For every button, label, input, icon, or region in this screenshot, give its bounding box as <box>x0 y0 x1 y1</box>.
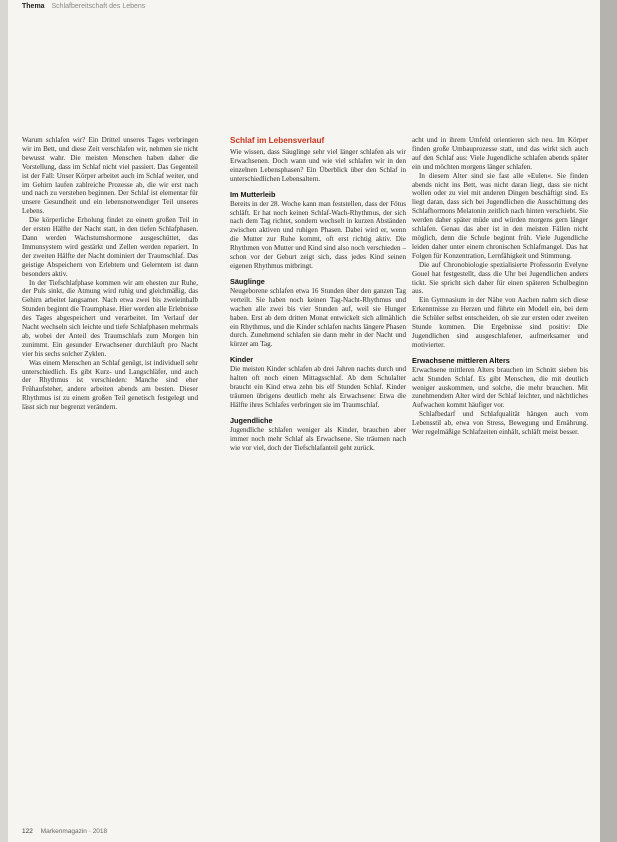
page-edge-shadow <box>600 0 617 842</box>
section-label: Thema <box>22 3 45 10</box>
paragraph: Die meisten Kinder schlafen ab drei Jahren nachts durch und halten oft noch einen Mittagsschlaf. Ab dem Schulalter braucht ein Kind etwa zehn bis elf Stunden Schlaf. Kinder träumen übrigens deutlich mehr als Erwachsene: Etwa die Hälfte ihres Schlafes verbringen sie im Traumschlaf. <box>230 365 406 409</box>
paragraph: In der Tiefschlafphase kommen wir am ehesten zur Ruhe, der Puls sinkt, die Atmung wird ruhig und gleichmäßig, das Gehirn arbeitet langsamer. Nach etwa zwei bis zweieinhalb Stunden beginnt die Traumphase. Hier werden alle Erlebnisse des Tages abgespeichert und verarbeitet. Im Verlauf der Nacht wechseln sich leichte und tiefe Schlafphasen mehrmals ab, wobei der Anteil des Traumschlafs zum Morgen hin zunimmt. Ein gesunder Erwachsener durchläuft pro Nacht vier bis sechs solcher Zyklen. <box>22 278 198 358</box>
page-footer <box>22 828 107 835</box>
paragraph: Wie wissen, dass Säuglinge sehr viel länger schlafen als wir Erwachsenen. Doch wann und wie viel schlafen wir in den einzelnen Lebensphasen? Ein Überblick über den Schlaf in unterschiedlichen Lebensaltern. <box>230 148 406 183</box>
paragraph: acht und in ihrem Umfeld orientieren sich neu. Im Körper finden große Umbauprozesse statt, und das wirkt sich auch auf den Schlaf aus: Viele Jugendliche schlafen abends später ein und möchten morgens länger schlafen. <box>412 136 588 171</box>
paragraph: Neugeborene schlafen etwa 16 Stunden über den ganzen Tag verteilt. Sie haben noch keinen Tag-Nacht-Rhythmus und wachen alle zwei bis vier Stunden auf, weil sie Hunger haben. Erst ab dem dritten Monat entwickelt sich allmählich ein Rhythmus, und die Kinder schlafen nachts längere Phasen durch. Zunehmend schlafen sie dann mehr in der Nacht und kürzer am Tag. <box>230 286 406 349</box>
paragraph: Schlafbedarf und Schlafqualität hängen auch vom Lebensstil ab, etwa von Stress, Bewegung und Ernährung. Wer regelmäßige Schlafzeiten einhält, schläft meist besser. <box>412 410 588 437</box>
subheading-youth: Jugendliche <box>230 415 273 425</box>
text-column-1 <box>22 136 198 412</box>
magazine-name: Markenmagazin · 2018 <box>40 828 108 835</box>
paragraph: Die körperliche Erholung findet zu einem großen Teil in der ersten Hälfte der Nacht statt, in den tiefen Schlafphasen. Dann werden Wachstumshormone ausgeschüttet, das Immunsystem wird gestärkt und Zellen werden repariert. In der zweiten Hälfte der Nacht dominiert der Traumschlaf. Das geistige Abspeichern von Erlebtem und Gelerntem ist dann besonders aktiv. <box>22 216 198 278</box>
page-number: 122 <box>22 828 33 835</box>
paragraph: Warum schlafen wir? Ein Drittel unseres Tages verbringen wir im Bett, und diese Zeit verschlafen wir, nehmen sie nicht bewusst wahr. Die meisten Menschen haben daher die Vorstellung, dass im Schlaf nicht viel passiert. Das Gegenteil ist der Fall: Unser Körper arbeitet auch im Schlaf weiter, und im Gehirn laufen zahlreiche Prozesse ab, die wir erst nach und nach zu verstehen beginnen. Der Schlaf ist elementar für unsere Gesundheit und ein lebensnotwendiger Teil unseres Lebens. <box>22 136 198 216</box>
magazine-page <box>8 0 600 842</box>
subheading-infants: Säuglinge <box>230 276 265 286</box>
section-heading: Schlaf im Lebensverlauf <box>230 136 325 145</box>
subheading-womb: Im Mutterleib <box>230 189 276 199</box>
running-header <box>22 3 145 10</box>
subheading-adults: Erwachsene mittleren Alters <box>412 355 510 365</box>
paragraph: In diesem Alter sind sie fast alle »Eulen«. Sie finden abends nicht ins Bett, was nicht daran liegt, dass sie nicht wollen oder zu viel mit anderen Dingen beschäftigt sind. Es liegt daran, dass sich bei Jugendlichen die Ausschüttung des Schlafhormons Melatonin zeitlich nach hinten verschiebt. Sie werden daher später müde und würden morgens gern länger schlafen. Genau das aber ist in den meisten Fällen nicht möglich, denn die Schule beginnt früh. Viele Jugendliche leiden daher unter einem chronischen Schlafmangel. Das hat Folgen für Konzentration, Lernfähigkeit und Stimmung. <box>412 171 588 260</box>
paragraph: Erwachsene mittleren Alters brauchen im Schnitt sieben bis acht Stunden Schlaf. Es gibt Menschen, die mit deutlich weniger auskommen, und solche, die mehr brauchen. Mit zunehmendem Alter wird der Schlaf leichter, und nächtliches Aufwachen kommt häufiger vor. <box>412 365 588 410</box>
paragraph: Bereits in der 28. Woche kann man feststellen, dass der Fötus schläft. Er hat noch keinen Schlaf-Wach-Rhythmus, der sich nach dem Tag richtet, sondern wechselt in kurzen Abständen zwischen aktiven und ruhigen Phasen. Dabei wird er, wenn die Mutter zur Ruhe kommt, oft erst richtig aktiv. Die Rhythmen von Mutter und Kind sind also noch verschieden – schon vor der Geburt zeigt sich, dass jedes Kind seinen eigenen Rhythmus mitbringt. <box>230 199 406 270</box>
subheading-children: Kinder <box>230 355 254 365</box>
text-column-3 <box>412 136 588 437</box>
paragraph: Die auf Chronobiologie spezialisierte Professorin Evelyne Gouel hat festgestellt, dass die Uhr bei Jugendlichen anders tickt. Sie spricht sich daher für einen späteren Schulbeginn aus. <box>412 260 588 296</box>
paragraph: Ein Gymnasium in der Nähe von Aachen nahm sich diese Erkenntnisse zu Herzen und führte ein Modell ein, bei dem die Schüler selbst entscheiden, ob sie zur ersten oder zweiten Stunde kommen. Die Ergebnisse sind positiv: Die Jugendlichen sind ausgeschlafener, aufmerksamer und motivierter. <box>412 296 588 349</box>
paragraph: Was einem Menschen an Schlaf genügt, ist individuell sehr unterschiedlich. Es gibt Kurz- und Langschläfer, und auch der Rhythmus ist verschieden: Manche sind eher Frühaufsteher, andere arbeiten abends am besten. Dieser Rhythmus ist zu einem großen Teil genetisch festgelegt und lässt sich nur begrenzt verändern. <box>22 358 198 412</box>
paragraph: Jugendliche schlafen weniger als Kinder, brauchen aber immer noch mehr Schlaf als Erwachsene. Sie träumen nach wie vor viel, doch der Tiefschlafanteil geht zurück. <box>230 425 406 452</box>
topic-label: Schlafbereitschaft des Lebens <box>51 3 146 10</box>
text-column-2 <box>230 136 406 452</box>
